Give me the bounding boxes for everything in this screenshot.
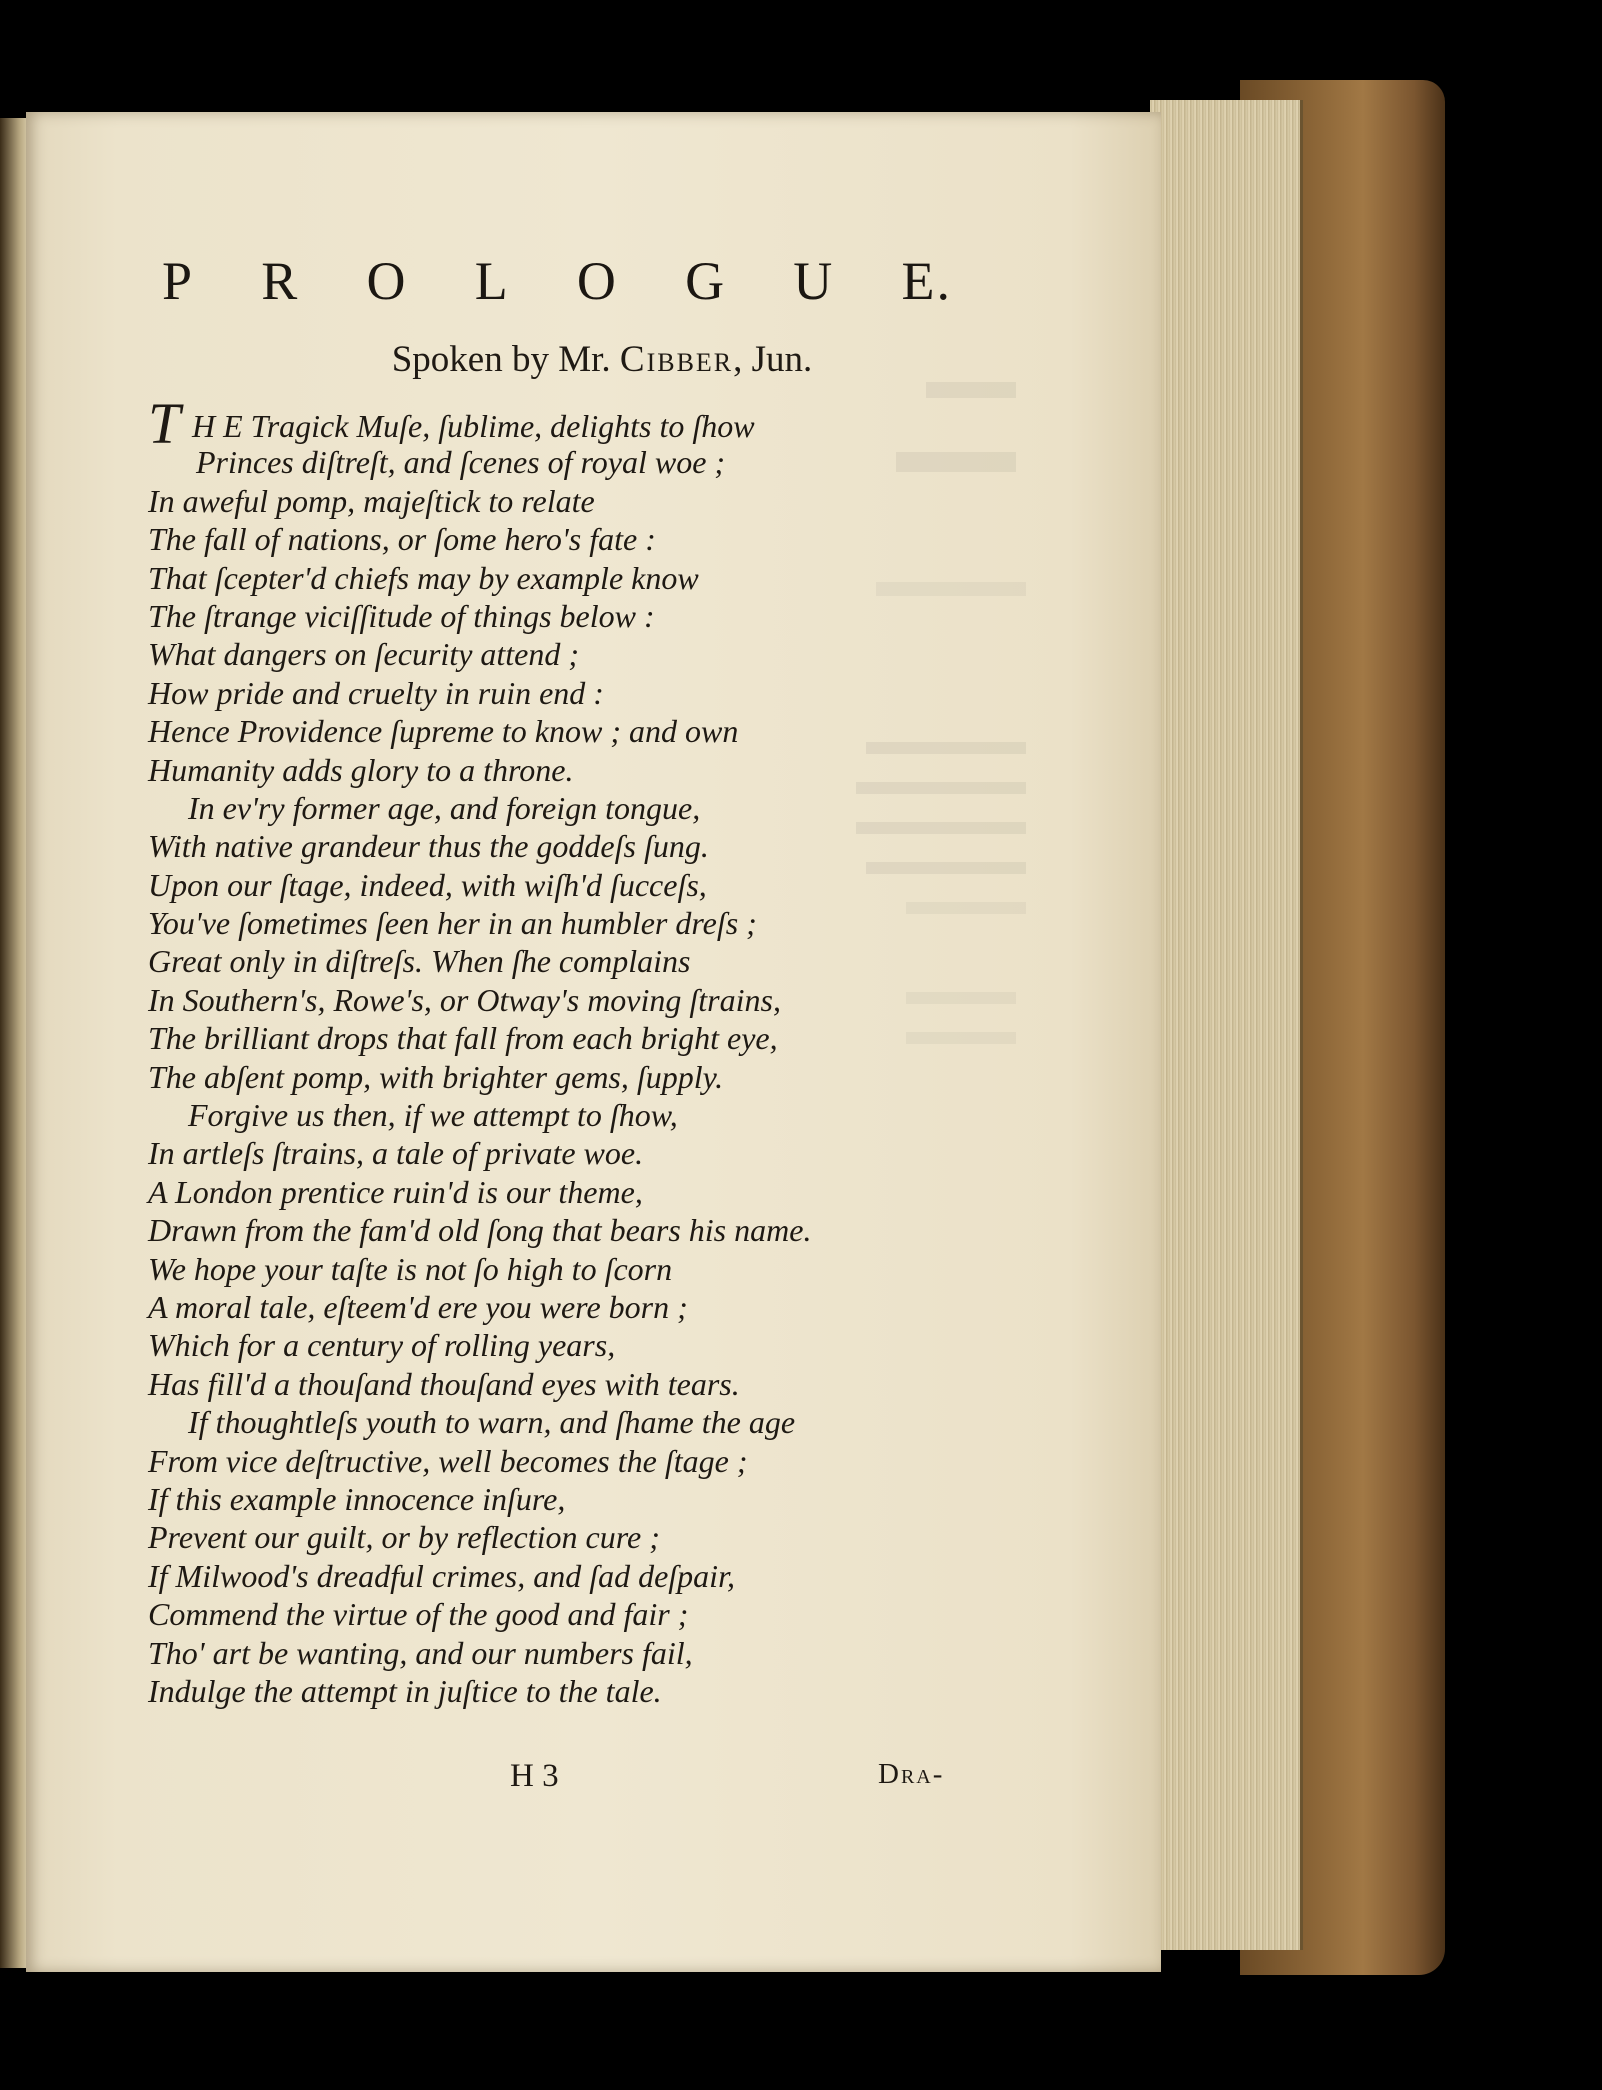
subtitle [292, 338, 912, 381]
poem-line: From vice deſtructive, well becomes the ſtage ; [148, 1442, 748, 1479]
poem-line: If thoughtleſs youth to warn, and ſhame the age [188, 1404, 796, 1441]
poem-line: Commend the virtue of the good and fair ; [148, 1596, 689, 1633]
prologue-title [162, 250, 952, 312]
poem-line: What dangers on ſecurity attend ; [148, 636, 580, 673]
poem-line: Which for a century of rolling years, [148, 1327, 616, 1364]
poem-line: Has fill'd a thouſand thouſand eyes with tears. [148, 1365, 740, 1402]
poem-line: We hope your taſte is not ſo high to ſcorn [148, 1250, 673, 1287]
poem-line: Hence Providence ſupreme to know ; and own [148, 713, 739, 750]
title-letter: P [162, 251, 195, 311]
title-letter: E. [901, 251, 952, 311]
drop-cap: T [148, 391, 181, 456]
title-letter: R [261, 251, 300, 311]
left-page-sliver [0, 118, 28, 1968]
poem-line: The brilliant drops that fall from each bright eye, [148, 1020, 778, 1057]
poem-line: In Southern's, Rowe's, or Otway's moving ſtrains, [148, 981, 781, 1018]
subtitle-name: Cibber [619, 339, 734, 380]
poem-line: Great only in diſtreſs. When ſhe complains [148, 943, 691, 980]
title-letter: U [793, 251, 835, 311]
signature-mark: H 3 [510, 1758, 559, 1794]
poem-line: Drawn from the fam'd old ſong that bears his name. [148, 1212, 812, 1249]
poem-line: A moral tale, eſteem'd ere you were born ; [148, 1288, 688, 1325]
poem-line: A London prentice ruin'd is our theme, [148, 1173, 643, 1210]
poem-line: In aweful pomp, majeſtick to relate [148, 482, 595, 519]
subtitle-before: Spoken by Mr. [391, 339, 611, 380]
poem-line: If this example innocence inſure, [148, 1480, 566, 1517]
poem-line: You've ſometimes ſeen her in an humbler dreſs ; [148, 905, 757, 942]
poem-line: The fall of nations, or ſome hero's fate : [148, 521, 656, 558]
poem-line: Tho' art be wanting, and our numbers fail, [148, 1634, 693, 1671]
poem-line: The abſent pomp, with brighter gems, ſupply. [148, 1058, 724, 1095]
poem-line: Princes diſtreſt, and ſcenes of royal woe ; [196, 444, 726, 481]
poem-text [148, 391, 988, 1710]
poem-line: In ev'ry former age, and foreign tongue, [188, 789, 701, 826]
subtitle-after: , Jun. [733, 339, 813, 380]
first-line-text: H E Tragick Muſe, ſublime, delights to ſhow [192, 408, 755, 444]
title-letter: G [685, 251, 727, 311]
poem-line: Humanity adds glory to a throne. [148, 751, 574, 788]
poem-line: Prevent our guilt, or by reflection cure ; [148, 1519, 660, 1556]
poem-line: In artleſs ſtrains, a tale of private woe. [148, 1135, 644, 1172]
poem-line: The ſtrange viciſſitude of things below : [148, 597, 655, 634]
poem-line: That ſcepter'd chiefs may by example know [148, 559, 699, 596]
title-letter: O [576, 251, 618, 311]
page-block-edges [1150, 100, 1303, 1950]
poem-line: How pride and cruelty in ruin end : [148, 674, 604, 711]
catchword: Dra- [878, 1758, 945, 1790]
poem-line: With native grandeur thus the goddeſs ſung. [148, 828, 709, 865]
title-letter: L [474, 251, 510, 311]
poem-line: If Milwood's dreadful crimes, and ſad deſpair, [148, 1557, 735, 1594]
poem-line [148, 391, 988, 456]
title-letter: O [366, 251, 408, 311]
poem-line: Upon our ſtage, indeed, with wiſh'd ſucceſs, [148, 866, 707, 903]
poem-line: Forgive us then, if we attempt to ſhow, [188, 1097, 678, 1134]
poem-line: Indulge the attempt in juſtice to the tale. [148, 1672, 662, 1709]
